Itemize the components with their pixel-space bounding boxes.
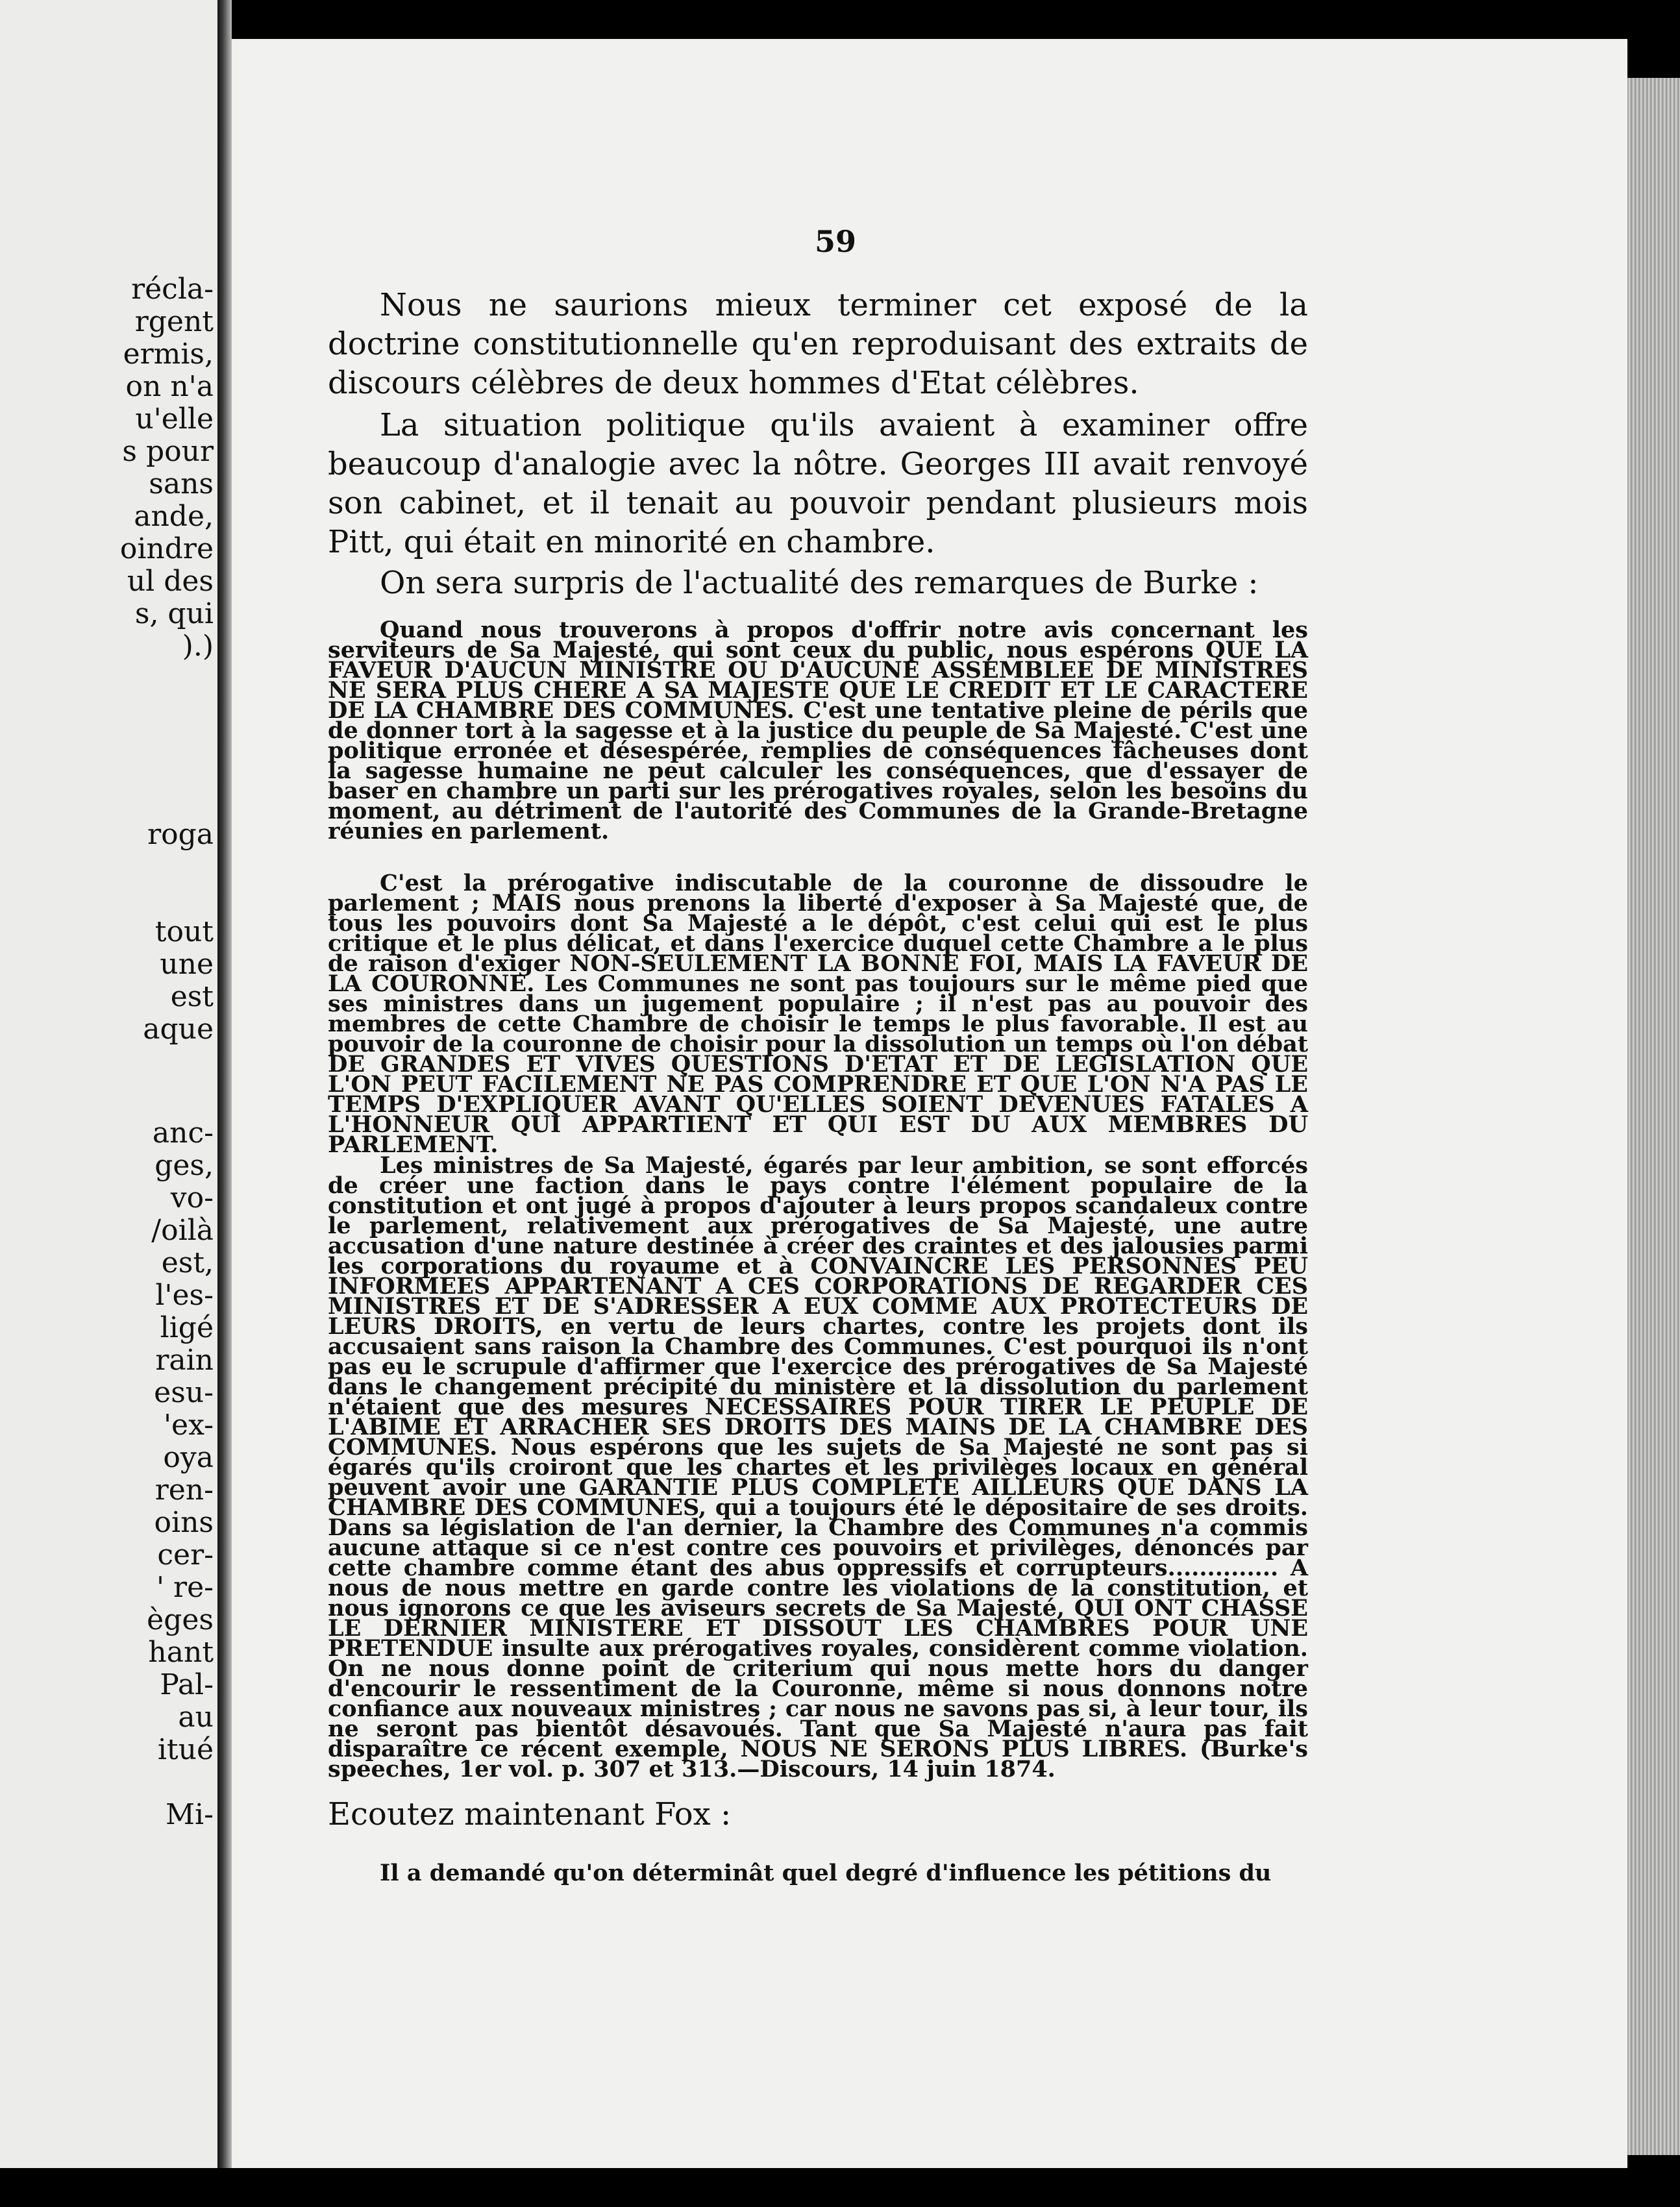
left-page-line: tout — [154, 915, 214, 948]
paragraph-intro: Nous ne saurions mieux terminer cet exposé de la doctrine constitutionnelle qu'en reproduisant des extraits de discours célèbres de deux hommes d'Etat célèbres. — [328, 287, 1308, 401]
left-page-line: ).) — [182, 630, 214, 663]
left-page-line: oindre — [119, 532, 214, 565]
left-page-line: au — [178, 1701, 214, 1734]
left-page-line: cer- — [157, 1538, 214, 1572]
left-page-line: roga — [147, 818, 214, 851]
left-page-line: Pal- — [160, 1668, 214, 1701]
left-page-line: èges — [147, 1603, 214, 1636]
left-page-line: sans — [149, 467, 214, 500]
left-page-line: ande, — [134, 500, 214, 533]
left-page-line: ligé — [160, 1311, 214, 1344]
book-gutter — [217, 0, 232, 2207]
left-page-line: oins — [154, 1506, 214, 1539]
left-page-line: rgent — [134, 305, 214, 338]
left-page-line: anc- — [152, 1116, 214, 1150]
left-page-line: oya — [163, 1441, 214, 1474]
left-page-line: ren- — [154, 1473, 214, 1507]
left-page-line: l'es- — [155, 1279, 214, 1312]
left-page-line: Mi- — [166, 1798, 214, 1831]
left-page-line: récla- — [131, 273, 214, 306]
left-page-line: vo- — [170, 1181, 214, 1214]
left-page-line: itué — [157, 1733, 214, 1766]
left-page-fragment — [0, 0, 217, 2207]
left-page-line: esu- — [154, 1376, 214, 1409]
left-page-line: ' re- — [156, 1571, 214, 1604]
burke-quote-1: Quand nous trouverons à propos d'offrir notre avis concernant les serviteurs de Sa Majesté, qui sont ceux du public, nous espérons QUE LA FAVEUR D'AUCUN MINISTRE OU D'AUCUNE ASSEMBLEE DE MINISTRES NE SERA PLUS CHERE A SA MAJESTE QUE LE CREDIT ET LE CARACTERE DE LA CHAMBRE DES COMMUNES. C'est une tentative pleine de périls que de donner tort à la sagesse et à la justice du peuple de Sa Majesté. C'est une politique erronée et désespérée, remplies de conséquences fâcheuses dont la sagesse humaine ne peut calculer les conséquences, que d'essayer de baser en chambre un parti sur les prérogatives royales, selon les besoins du moment, au détriment de l'autorité des Communes de la Grande-Bretagne réunies en parlement. — [328, 617, 1308, 845]
left-page-line: ul des — [127, 565, 214, 598]
scan-border — [0, 2168, 1680, 2207]
left-page-line: u'elle — [135, 402, 214, 436]
paragraph-burke-intro: On sera surpris de l'actualité des remarques de Burke : — [380, 565, 1259, 601]
left-page-line: est, — [161, 1246, 214, 1279]
burke-quote-3: Les ministres de Sa Majesté, égarés par leur ambition, se sont efforcés de créer une faction dans le pays contre l'élément populaire de la constitution et ont jugé à propos d'ajouter à leurs propos scandaleux contre le parlement, relativement aux prérogatives de Sa Majesté, une autre accusation d'une nature destinée à créer des craintes et des jalousies parmi les corporations du royaume et à CONVAINCRE LES PERSONNES PEU INFORMEES APPARTENANT A CES CORPORATIONS DE REGARDER CES MINISTRES ET DE S'ADRESSER A EUX COMME AUX PROTECTEURS DE LEURS DROITS, en vertu de leurs chartes, contre les projets dont ils accusaient sans raison la Chambre des Communes. C'est pourquoi ils n'ont pas eu le scrupule d'affirmer que l'exercice des prérogatives de Sa Majesté dans le changement précipité du ministère et la dissolution du parlement n'étaient que des mesures NECESSAIRES POUR TIRER LE PEUPLE DE L'ABIME ET ARRACHER SES DROITS DES MAINS DE LA CHAMBRE DES COMMUNES. Nous espérons que les sujets de Sa Majesté ne sont pas si égarés qu'ils croiront que les chartes et les privilèges locaux en général peuvent avoir une GARANTIE PLUS COMPLETE AILLEURS QUE DANS LA CHAMBRE DES COMMUNES, qui a toujours été le dépositaire de ses droits. Dans sa législation de l'an dernier, la Chambre des Communes n'a commis aucune attaque si ce n'est contre ces pouvoirs et privilèges, dénoncés par cette chambre comme étant des abus oppressifs et corrupteurs.............. A nous de nous mettre en garde contre les violations de la constitution, et nous ignorons ce que les aviseurs secrets de Sa Majesté, QUI ONT CHASSE LE DERNIER MINISTERE ET DISSOUT LES CHAMBRES POUR UNE PRETENDUE insulte aux prérogatives royales, considèrent comme violation. On ne nous donne point de criterium qui nous mette hors du danger d'encourir le ressentiment de la Couronne, même si nous donnons notre confiance aux nouveaux ministres ; car nous ne savons pas si, à leur tour, ils ne seront pas bientôt désavoués. Tant que Sa Majesté n'aura pas fait disparaître ce récent exemple, NOUS NE SERONS PLUS LIBRES. (Burke's speeches, 1er vol. p. 307 et 313.—Discours, 14 juin 1874. — [328, 1152, 1308, 1782]
left-page-line: est — [170, 980, 214, 1013]
left-page-line: hant — [148, 1636, 214, 1669]
left-page-line: ges, — [154, 1149, 214, 1182]
page-edges — [1627, 78, 1680, 2155]
heading-fox: Ecoutez maintenant Fox : — [328, 1796, 732, 1832]
left-page-line: 'ex- — [163, 1409, 214, 1442]
left-page-line: s, qui — [134, 597, 214, 630]
left-page-line: aque — [143, 1013, 214, 1046]
left-page-line: ermis, — [123, 338, 214, 371]
fox-quote-start: Il a demandé qu'on déterminât quel degré d'influence les pétitions du — [380, 1860, 1272, 1886]
paragraph-situation: La situation politique qu'ils avaient à examiner offre beaucoup d'analogie avec la nôtre. Georges III avait renvoyé son cabinet, et il tenait au pouvoir pendant plusieurs mois Pitt, qui était en minorité en chambre. — [328, 407, 1308, 560]
burke-quote-2: C'est la prérogative indiscutable de la couronne de dissoudre le parlement ; MAIS nous prenons la liberté d'exposer à Sa Majesté que, de tous les pouvoirs dont Sa Majesté a le dépôt, c'est celui qui est le plus critique et le plus délicat, et dans l'exercice duquel cette Chambre a le plus de raison d'exiger NON-SEULEMENT LA BONNE FOI, MAIS LA FAVEUR DE LA COURONNE. Les Communes ne sont pas toujours sur le même pied que ses ministres dans un jugement populaire ; il n'est pas au pouvoir des membres de cette Chambre de choisir le temps le plus favorable. Il est au pouvoir de la couronne de choisir pour la dissolution un temps où l'on débat DE GRANDES ET VIVES QUESTIONS D'ETAT ET DE LEGISLATION QUE L'ON PEUT FACILEMENT NE PAS COMPRENDRE ET QUE L'ON N'A PAS LE TEMPS D'EXPLIQUER AVANT QU'ELLES SOIENT DEVENUES FATALES A L'HONNEUR QUI APPARTIENT ET QUI EST DU AUX MEMBRES DU PARLEMENT. — [328, 870, 1308, 1158]
left-page-line: /oilà — [151, 1214, 214, 1247]
left-page-line: on n'a — [125, 370, 214, 403]
left-page-line: une — [160, 948, 214, 981]
page-number: 59 — [815, 224, 857, 259]
left-page-line: s pour — [122, 435, 214, 468]
left-page-line: rain — [155, 1344, 214, 1377]
